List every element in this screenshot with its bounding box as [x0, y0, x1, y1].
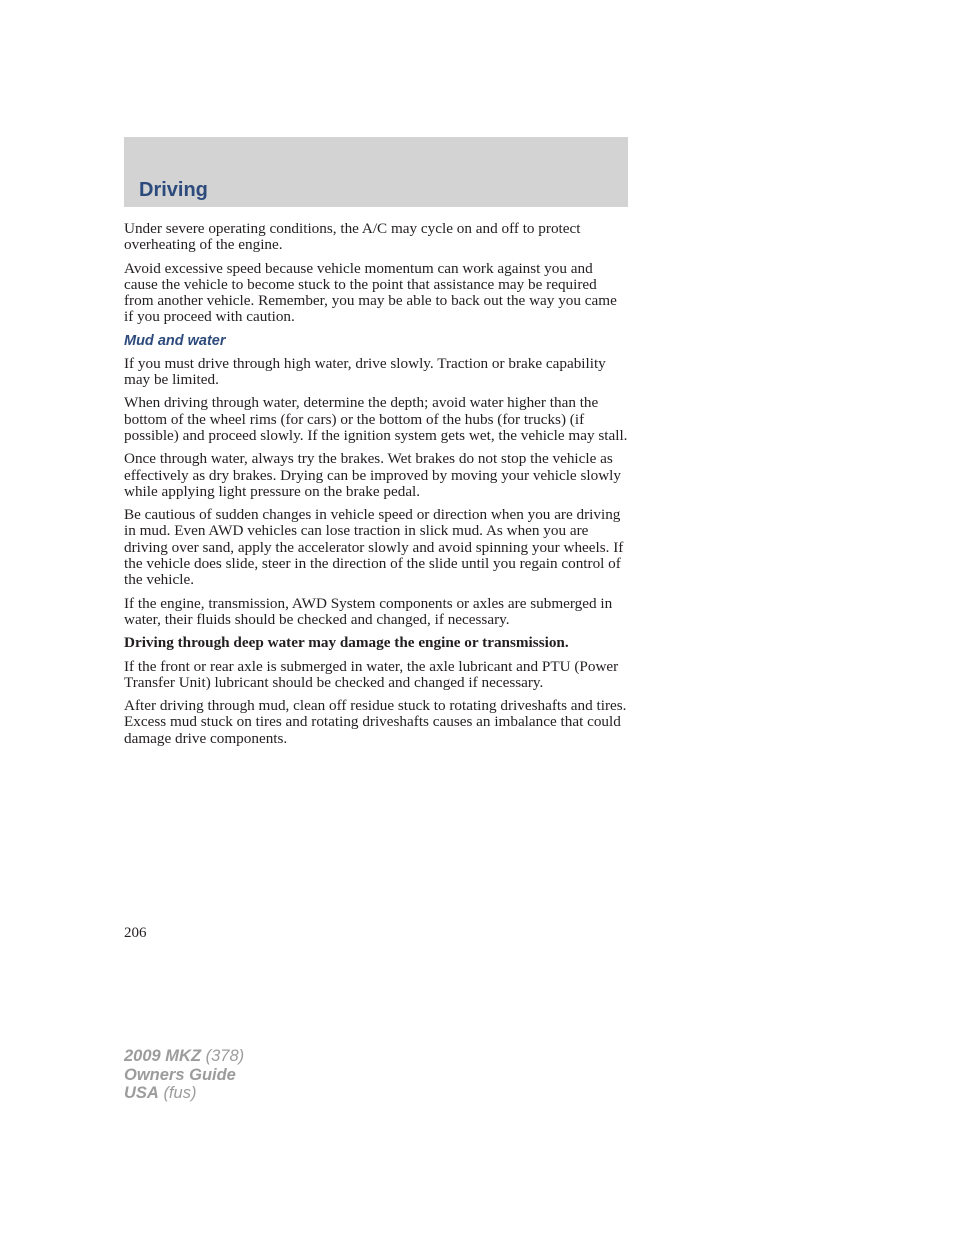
footer-model-code: (378): [205, 1047, 245, 1065]
subheading-mud-and-water: Mud and water: [124, 332, 226, 349]
paragraph-water-depth: When driving through water, determine the depth; avoid water higher than the bottom of the wheel rims (for cars) or the bottom of the hubs (for trucks) (if possible) and proceed slowly. If the ignition system gets wet, the vehicle may stall.: [124, 394, 628, 444]
page-number: 206: [124, 925, 147, 941]
footer-guide: Owners Guide: [124, 1065, 236, 1084]
paragraph-mud-residue: After driving through mud, clean off residue stuck to rotating driveshafts and tires. Excess mud stuck on tires and rotating driveshafts causes an imbalance that could damage drive components.: [124, 697, 627, 747]
main-content: [124, 221, 628, 754]
paragraph-mud-caution: Be cautious of sudden changes in vehicle speed or direction when you are driving in mud. Even AWD vehicles can lose traction in slick mud. As when you are driving over sand, apply the accelerator slowly and avoid spinning your wheels. If the vehicle does slide, steer in the direction of the slide until you regain control of the vehicle.: [124, 506, 624, 589]
paragraph-excessive-speed: Avoid excessive speed because vehicle momentum can work against you and cause the vehicle to become stuck to the point that assistance may be required from another vehicle. Remember, you may be able to back out the way you came if you proceed with caution.: [124, 259, 617, 326]
footer-line-model: [124, 1047, 244, 1066]
paragraph-submerged-fluids: If the engine, transmission, AWD System components or axles are submerged in water, their fluids should be checked and changed, if necessary.: [124, 594, 613, 628]
footer-line-guide: [124, 1066, 244, 1085]
paragraph-high-water: If you must drive through high water, drive slowly. Traction or brake capability may be limited.: [124, 354, 606, 389]
footer-market-code: (fus): [163, 1084, 197, 1102]
footer-market: USA: [124, 1084, 159, 1102]
footer-model: 2009 MKZ: [124, 1047, 202, 1065]
footer-line-market: [124, 1084, 244, 1103]
footer-publication-info: [124, 1047, 244, 1103]
section-title: Driving: [139, 179, 208, 201]
paragraph-brakes: Once through water, always try the brakes. Wet brakes do not stop the vehicle as effectively as dry brakes. Drying can be improved by moving your vehicle slowly while applying light pressure on the brake pedal.: [124, 450, 621, 500]
paragraph-axle-lubricant: If the front or rear axle is submerged in water, the axle lubricant and PTU (Power Transfer Unit) lubricant should be checked and changed if necessary.: [124, 657, 619, 691]
paragraph-ac-cycle: Under severe operating conditions, the A/C may cycle on and off to protect overheating of the engine.: [124, 220, 581, 254]
warning-deep-water: Driving through deep water may damage the engine or transmission.: [124, 634, 569, 652]
section-header-band: [124, 137, 628, 207]
